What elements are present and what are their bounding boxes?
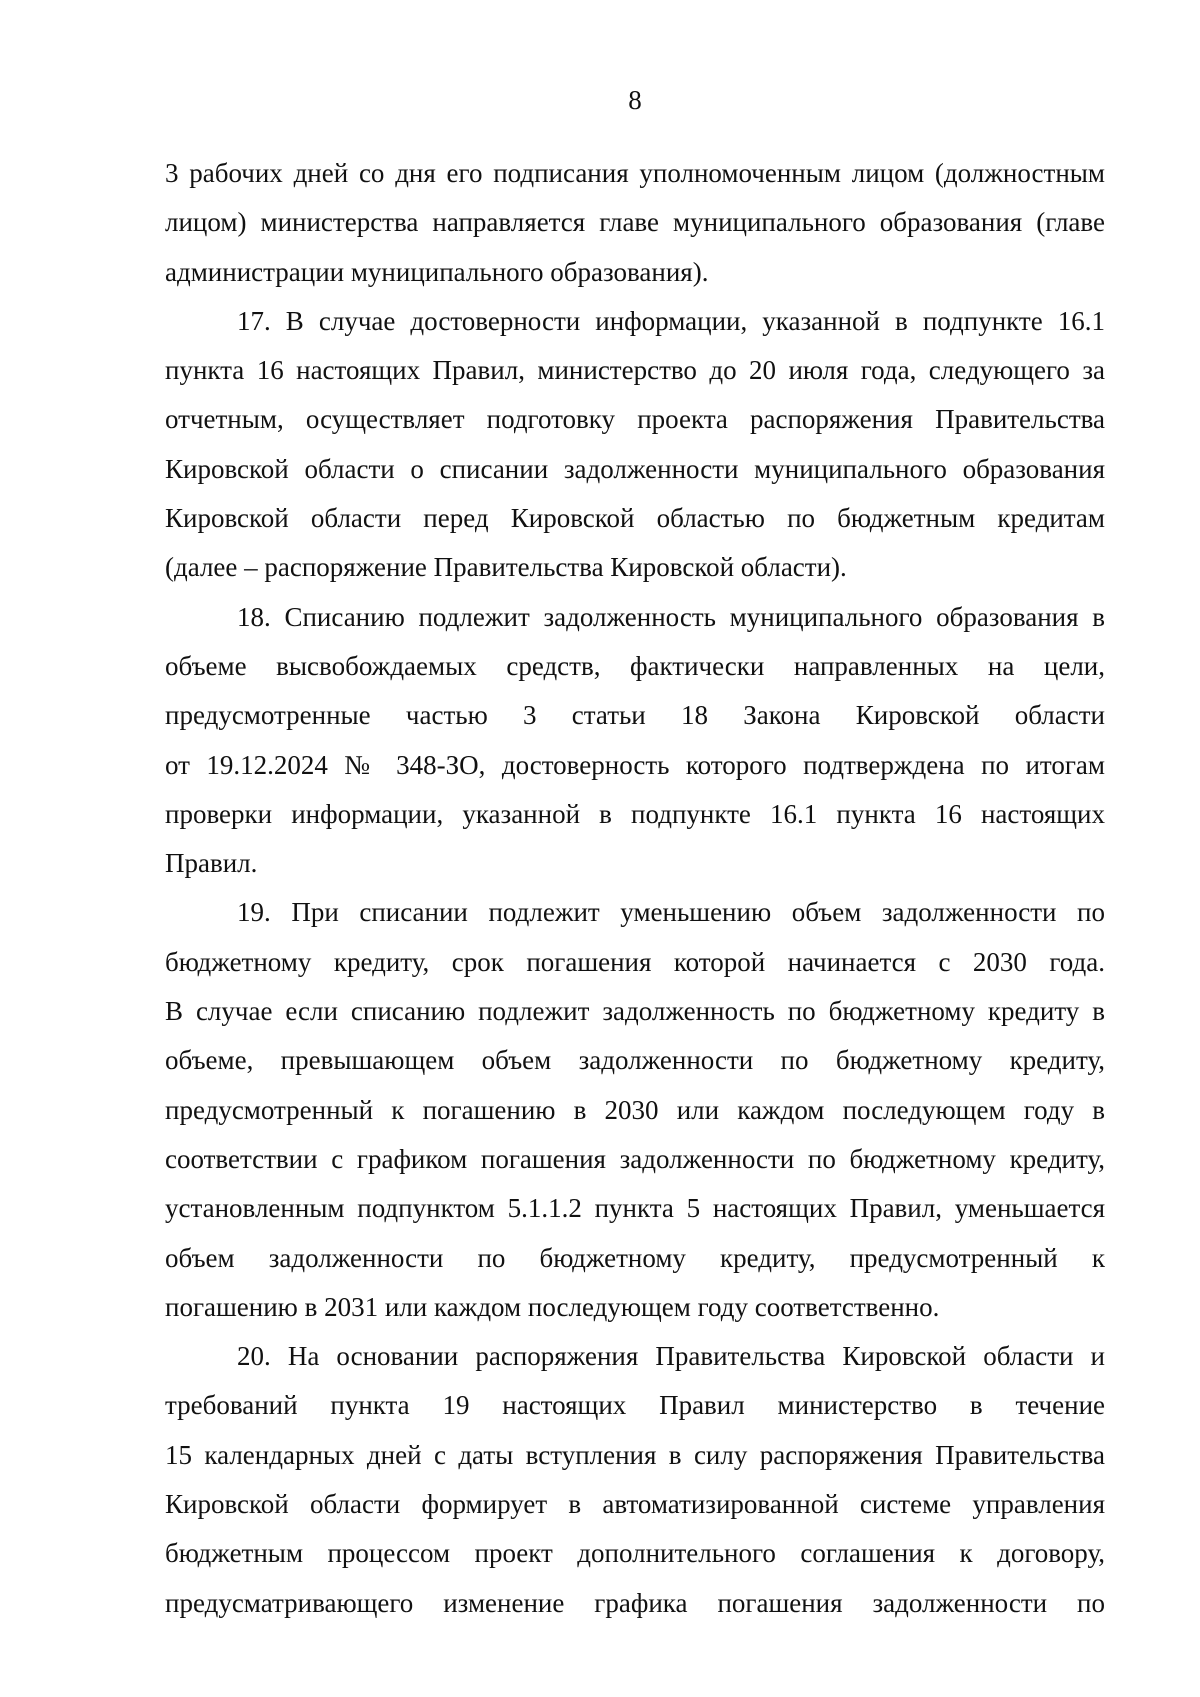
text-line: пункта 16 настоящих Правил, министерство до 20 июля года, следующего за [165,355,1105,386]
text-line: предусматривающего изменение графика погашения задолженности по [165,1587,1105,1618]
text-line: В случае если списанию подлежит задолженность по бюджетному кредиту в [165,996,1105,1027]
text-line: предусмотренный к погашению в 2030 или каждом последующем году в [165,1094,1105,1125]
text-line: объеме высвобождаемых средств, фактически направленных на цели, [165,650,1105,681]
text-line: требований пункта 19 настоящих Правил министерство в течение [165,1390,1105,1421]
text-line: 3 рабочих дней со дня его подписания уполномоченным лицом (должностным [165,158,1105,188]
text-line: 17. В случае достоверности информации, указанной в подпункте 16.1 [237,305,1105,336]
text-line: проверки информации, указанной в подпункте 16.1 пункта 16 настоящих [165,798,1105,829]
text-line: отчетным, осуществляет подготовку проекта распоряжения Правительства [165,404,1105,435]
page-number: 8 [628,85,642,115]
document-body [165,149,1105,1628]
text-line: Правил. [165,848,258,879]
text-line: администрации муниципального образования). [165,256,709,287]
text-line: 19. При списании подлежит уменьшению объем задолженности по [237,897,1105,928]
text-line: бюджетному кредиту, срок погашения которой начинается с 2030 года. [165,946,1105,977]
text-line: бюджетным процессом проект дополнительного соглашения к договору, [165,1538,1105,1569]
text-line: объем задолженности по бюджетному кредиту, предусмотренный к [165,1242,1105,1273]
text-line: (далее – распоряжение Правительства Кировской области). [165,552,847,583]
text-line: установленным подпунктом 5.1.1.2 пункта 5 настоящих Правил, уменьшается [165,1193,1105,1224]
text-line: Кировской области о списании задолженности муниципального образования [165,453,1105,484]
text-line: 20. На основании распоряжения Правительства Кировской области и [237,1341,1105,1372]
text-line: Кировской области формирует в автоматизированной системе управления [165,1489,1105,1520]
text-line: от 19.12.2024 № 348-ЗО, достоверность которого подтверждена по итогам [165,749,1105,780]
text-line: соответствии с графиком погашения задолженности по бюджетному кредиту, [165,1143,1105,1174]
text-line: объеме, превышающем объем задолженности по бюджетному кредиту, [165,1045,1105,1076]
text-line: 15 календарных дней с даты вступления в силу распоряжения Правительства [165,1439,1105,1470]
text-line: предусмотренные частью 3 статьи 18 Закона Кировской области [165,700,1105,731]
text-line: 18. Списанию подлежит задолженность муниципального образования в [237,601,1105,632]
text-line: лицом) министерства направляется главе муниципального образования (главе [165,207,1105,238]
text-line: Кировской области перед Кировской областью по бюджетным кредитам [165,503,1105,534]
text-line: погашению в 2031 или каждом последующем году соответственно. [165,1291,940,1322]
